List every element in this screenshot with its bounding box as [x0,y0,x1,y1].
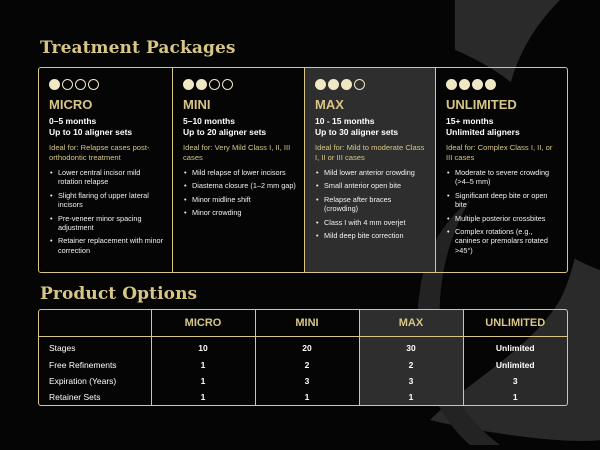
package-ideal-for: Ideal for: Relapse cases post-orthodontic treatment [49,143,150,162]
level-dot-filled-icon [328,79,339,90]
level-dot-filled-icon [485,79,496,90]
package-features [49,168,164,255]
table-row [39,389,567,405]
table-cell: 3 [359,373,463,389]
table-cell: 20 [255,336,359,356]
table-cell: Unlimited [463,356,567,372]
table-cell: 2 [255,356,359,372]
package-duration: 0–5 months [49,116,97,126]
level-dot-filled-icon [341,79,352,90]
level-dot-empty-icon [222,79,233,90]
product-options-table [39,310,567,405]
table-cell: 30 [359,336,463,356]
level-dot-empty-icon [88,79,99,90]
feature-item: • Complex rotations (e.g., canines or premolars rotated >45°) [455,227,559,255]
table-cell: 1 [151,356,255,372]
package-features [446,168,559,255]
table-row [39,356,567,372]
feature-item: • Mild lower anterior crowding [324,168,427,177]
level-dot-filled-icon [472,79,483,90]
row-label: Retainer Sets [49,391,101,402]
table-row [39,336,567,356]
table-cell: 1 [359,389,463,405]
feature-item: • Mild deep bite correction [324,231,427,240]
row-label: Expiration (Years) [49,375,117,386]
table-cell: 2 [359,356,463,372]
treatment-packages-panel [38,67,568,273]
table-header-row [39,310,567,336]
feature-item: • Pre-veneer minor spacing adjustment [58,214,164,233]
table-cell: 3 [463,373,567,389]
package-card-unlimited [436,68,567,272]
feature-item: • Moderate to severe crowding (>4–5 mm) [455,168,559,187]
level-dot-filled-icon [49,79,60,90]
package-sets: Up to 10 aligner sets [49,127,133,137]
feature-item: • Small anterior open bite [324,181,427,190]
package-ideal-for: Ideal for: Very Mild Class I, II, III cases [183,143,291,162]
column-header: MINI [255,310,359,336]
level-dot-filled-icon [459,79,470,90]
package-sets: Up to 30 aligner sets [315,127,399,137]
product-options-panel [38,309,568,406]
feature-item: • Relapse after braces (crowding) [324,195,427,214]
column-header: MAX [359,310,463,336]
package-duration: 10 - 15 months [315,116,375,126]
section-title-product-options: Product Options [40,284,198,304]
level-dot-filled-icon [315,79,326,90]
feature-item: • Significant deep bite or open bite [455,191,559,210]
row-label: Stages [49,343,76,354]
level-dot-empty-icon [209,79,220,90]
package-sets: Unlimited aligners [446,127,520,137]
column-header: MICRO [151,310,255,336]
table-cell: 1 [463,389,567,405]
package-card-mini [173,68,305,272]
table-cell: 10 [151,336,255,356]
table-cell: Unlimited [463,336,567,356]
package-name: UNLIMITED [446,97,517,112]
feature-item: • Slight flaring of upper lateral incisors [58,191,164,210]
feature-item: • Mild relapse of lower incisors [192,168,296,177]
level-dots [446,79,559,92]
feature-item: • Multiple posterior crossbites [455,214,559,223]
table-row [39,373,567,389]
level-dots [183,79,296,92]
table-cell: 1 [151,373,255,389]
package-ideal-for: Ideal for: Complex Class I, II, or III cases [446,143,553,162]
level-dot-filled-icon [196,79,207,90]
level-dot-empty-icon [354,79,365,90]
feature-item: • Retainer replacement with minor correction [58,236,164,255]
level-dot-filled-icon [446,79,457,90]
level-dots [315,79,427,92]
package-ideal-for: Ideal for: Mild to moderate Class I, II or III cases [315,143,425,162]
package-sets: Up to 20 aligner sets [183,127,267,137]
level-dots [49,79,164,92]
feature-item: • Lower central incisor mild rotation relapse [58,168,164,187]
level-dot-empty-icon [62,79,73,90]
package-features [315,168,427,240]
level-dot-filled-icon [183,79,194,90]
package-duration: 5–10 months [183,116,235,126]
row-label: Free Refinements [49,359,117,370]
feature-item: • Minor midline shift [192,195,296,204]
column-header [39,310,151,336]
table-cell: 1 [151,389,255,405]
section-title-treatment-packages: Treatment Packages [40,38,236,58]
package-features [183,168,296,218]
package-name: MINI [183,97,211,112]
package-card-micro [39,68,173,272]
level-dot-empty-icon [75,79,86,90]
table-cell: 3 [255,373,359,389]
feature-item: • Minor crowding [192,208,296,217]
package-duration: 15+ months [446,116,494,126]
package-card-max [305,68,436,272]
feature-item: • Diastema closure (1–2 mm gap) [192,181,296,190]
column-header: UNLIMITED [463,310,567,336]
table-cell: 1 [255,389,359,405]
package-name: MICRO [49,97,93,112]
feature-item: • Class I with 4 mm overjet [324,218,427,227]
package-name: MAX [315,97,344,112]
